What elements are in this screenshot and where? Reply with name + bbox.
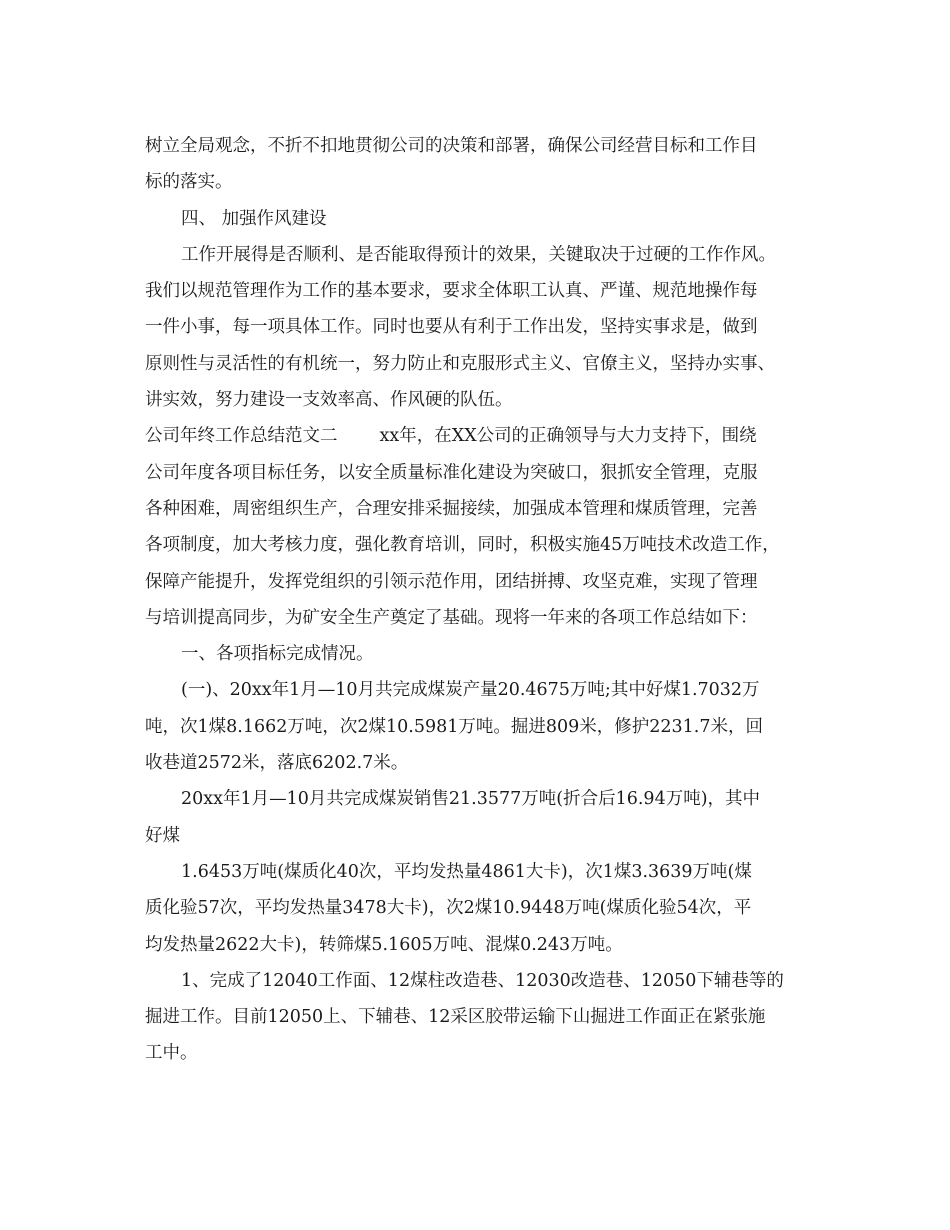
paragraph-line: 1、完成了12040工作面、12煤柱改造巷、12030改造巷、12050下辅巷等的 [181,970,784,991]
paragraph-line: 我们以规范管理作为工作的基本要求，要求全体职工认真、严谨、规范地操作每 [145,281,758,302]
paragraph-line: 原则性与灵活性的有机统一，努力防止和克服形式主义、官僚主义，坚持办实事、 [145,353,775,374]
paragraph-line: 工中。 [145,1043,198,1064]
paragraph-line: 均发热量2622大卡)，转筛煤5.1605万吨、混煤0.243万吨。 [145,934,623,955]
paragraph-line: 20xx年1月—10月共完成煤炭销售21.3577万吨(折合后16.94万吨)，其中 [181,789,761,810]
document-title: 公司年终工作总结范文二 [145,426,338,447]
paragraph-line: 一件小事，每一项具体工作。同时也要从有利于工作出发，坚持实事求是，做到 [145,317,758,338]
paragraph-line: 各种困难，周密组织生产，合理安排采掘接续，加强成本管理和煤质管理，完善 [145,498,758,519]
paragraph-line: 树立全局观念，不折不扣地贯彻公司的决策和部署，确保公司经营目标和工作目 [145,136,758,156]
document-body [145,128,815,1072]
paragraph-line: 好煤 [145,825,180,846]
paragraph-text: xx年，在XX公司的正确领导与大力支持下，围绕 [379,426,757,447]
title-line [145,418,815,454]
paragraph-line: 与培训提高同步，为矿安全生产奠定了基础。现将一年来的各项工作总结如下： [145,607,758,628]
paragraph-line: 掘进工作。目前12050上、下辅巷、12采区胶带运输下山掘进工作面正在紧张施 [145,1007,766,1028]
section-heading: 四、 加强作风建设 [181,208,327,229]
paragraph-line: 收巷道2572米，落底6202.7米。 [145,753,409,774]
paragraph-line: 吨，次1煤8.1662万吨，次2煤10.5981万吨。掘进809米，修护2231.7米，回 [145,716,764,737]
paragraph-line: 公司年度各项目标任务，以安全质量标准化建设为突破口，狠抓安全管理，克服 [145,462,758,483]
paragraph-line: 工作开展得是否顺利、是否能取得预计的效果，关键取决于过硬的工作作风。 [181,244,776,265]
paragraph-line: 讲实效，努力建设一支效率高、作风硬的队伍。 [145,390,513,411]
paragraph-line: 各项制度，加大考核力度，强化教育培训，同时，积极实施45万吨技术改造工作， [145,535,780,556]
paragraph-line: (一)、20xx年1月—10月共完成煤炭产量20.4675万吨;其中好煤1.7032万 [181,680,760,701]
section-heading: 一、各项指标完成情况。 [181,644,374,665]
paragraph-line: 1.6453万吨(煤质化40次，平均发热量4861大卡)，次1煤3.3639万吨(煤 [181,861,752,882]
paragraph-line: 保障产能提升，发挥党组织的引领示范作用，团结拼搏、攻坚克难，实现了管理 [145,571,758,592]
paragraph-line: 质化验57次，平均发热量3478大卡)，次2煤10.9448万吨(煤质化验54次，平 [145,898,752,919]
paragraph-line: 标的落实。 [145,172,233,193]
